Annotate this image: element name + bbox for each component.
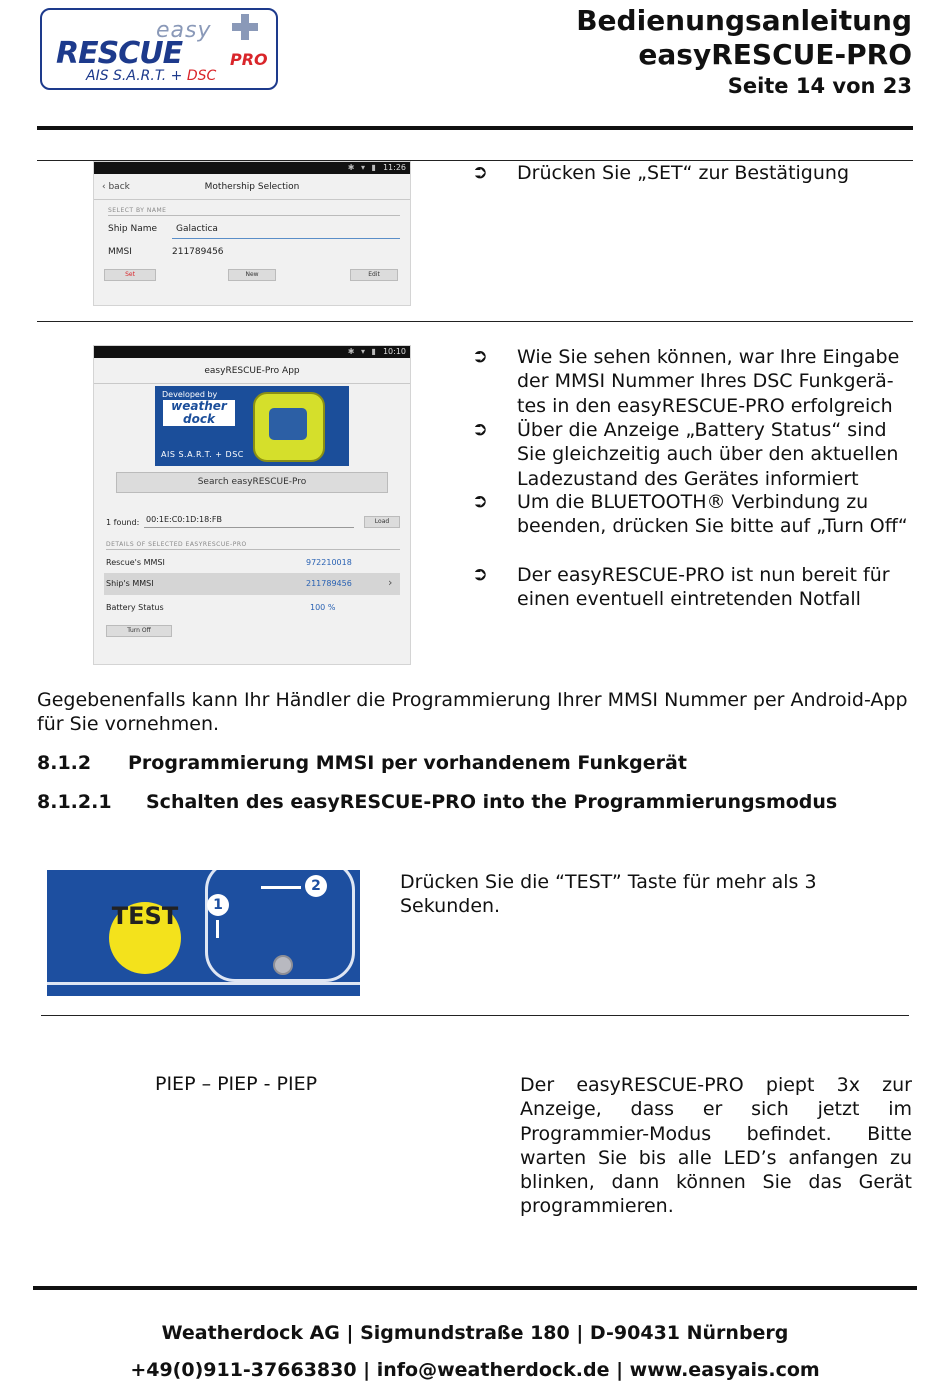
dealer-note: Gegebenenfalls kann Ihr Händler die Programmierung Ihrer MMSI Nummer per Android-App für Sie vornehmen. [37, 689, 908, 736]
input-underline [172, 238, 400, 239]
app-banner [155, 386, 349, 466]
back-button: ‹ back [102, 182, 130, 192]
logo-sart: AIS S.A.R.T. + DSC [86, 68, 217, 84]
led-indicator [273, 955, 293, 975]
developed-by-text: Developed by [162, 390, 218, 399]
dropdown-underline [144, 527, 354, 528]
plus-cross-icon [232, 14, 258, 40]
instruction-success: Wie Sie sehen können, war Ihre Eingabe der MMSI Nummer Ihres DSC Funkgerä-tes in den easyRESCUE-PRO erfolgreich [517, 346, 900, 417]
instruction-set: Drücken Sie „SET“ zur Bestätigung [517, 162, 850, 184]
arrow-down-icon [216, 920, 219, 938]
footer-divider [33, 1286, 917, 1290]
footer-address: Weatherdock AG | Sigmundstraße 180 | D-90431 Nürnberg [161, 1322, 789, 1344]
beep-text: PIEP – PIEP - PIEP [155, 1073, 318, 1095]
subsection-number: 8.1.2.1 [37, 791, 112, 813]
screenshot-app-main [93, 345, 411, 665]
search-button: Search easyRESCUE-Pro [116, 472, 388, 493]
screen-title: Mothership Selection [204, 182, 300, 192]
instruction-bluetooth: Um die BLUETOOTH® Verbindung zu beenden, drücken Sie bitte auf „Turn Off“ [517, 491, 908, 538]
arrow-right-icon: ➲ [472, 161, 488, 183]
logo-rescue: RESCUE [56, 36, 183, 71]
mmsi-label: MMSI [108, 247, 132, 257]
section-number: 8.1.2 [37, 752, 92, 774]
screenshot-mothership-selection [93, 161, 411, 306]
app-bar [94, 174, 410, 200]
set-button: Set [104, 269, 156, 281]
battery-status-label: Battery Status [106, 603, 164, 612]
arrow-right-icon: ➲ [472, 345, 488, 367]
device-edge [47, 982, 360, 985]
step-1-badge: 1 [207, 894, 229, 916]
logo-easy: easy [156, 18, 212, 43]
arrow-right-icon: ➲ [472, 418, 488, 440]
found-label: 1 found: [106, 518, 140, 527]
arrow-right-icon: ➲ [472, 490, 488, 512]
test-button-illustration [47, 870, 360, 996]
table-divider [37, 321, 913, 322]
device-image [253, 392, 325, 462]
status-icons: ✱ ▾ ▮ [347, 347, 378, 356]
instruction-battery: Über die Anzeige „Battery Status“ sind Sie gleichzeitig auch über den aktuellen Ladezustand des Gerätes informiert [517, 419, 899, 490]
status-bar [94, 346, 410, 358]
test-instruction: Drücken Sie die “TEST” Taste für mehr als 3 Sekunden. [400, 871, 817, 918]
ship-name-value: Galactica [176, 224, 218, 234]
test-button: TEST [109, 902, 181, 974]
subsection-heading: Schalten des easyRESCUE-PRO into the Programmierungsmodus [146, 791, 838, 813]
status-bar [94, 162, 410, 174]
found-value: 00:1E:C0:1D:18:FB [146, 515, 222, 524]
beep-description: Der easyRESCUE-PRO piept 3x zur Anzeige, dass er sich jetzt im Programmier-Modus befindet. Bitte warten Sie bis alle LED’s anfangen zu blinken, dann können Sie das Gerät programmieren. [520, 1074, 912, 1218]
weatherdock-logo: weather dock [163, 400, 235, 426]
brand-logo [40, 8, 278, 90]
mmsi-value: 211789456 [172, 247, 224, 257]
logo-pro: PRO [230, 50, 268, 69]
arrow-left-icon [261, 886, 301, 889]
new-button: New [228, 269, 276, 281]
header-divider [37, 126, 913, 130]
section-label: SELECT BY NAME [108, 207, 400, 216]
footer-contact: +49(0)911-37663830 | info@weatherdock.de | www.easyais.com [130, 1359, 820, 1381]
chevron-right-icon: › [388, 576, 393, 589]
status-icons: ✱ ▾ ▮ [347, 163, 378, 172]
status-time: 10:10 [382, 347, 406, 356]
status-time: 11:26 [382, 163, 406, 172]
step-2-badge: 2 [305, 875, 327, 897]
document-title: Bedienungsanleitung [576, 4, 912, 37]
page-number: Seite 14 von 23 [727, 74, 912, 98]
app-bar [94, 358, 410, 384]
instruction-ready: Der easyRESCUE-PRO ist nun bereit für einen eventuell eintretenden Notfall [517, 564, 890, 611]
table-divider [41, 1015, 909, 1016]
edit-button: Edit [350, 269, 398, 281]
ships-mmsi-value: 211789456 [306, 579, 352, 588]
turn-off-button: Turn Off [106, 625, 172, 637]
section-heading: Programmierung MMSI per vorhandenem Funkgerät [128, 752, 687, 774]
load-button: Load [364, 516, 400, 528]
rescue-mmsi-label: Rescue's MMSI [106, 558, 165, 567]
product-name: easyRESCUE-PRO [638, 38, 912, 71]
section-label: DETAILS OF SELECTED EASYRESCUE-PRO [106, 541, 400, 550]
ship-name-label: Ship Name [108, 224, 158, 234]
arrow-right-icon: ➲ [472, 563, 488, 585]
screen-title: easyRESCUE-Pro App [204, 366, 300, 376]
battery-status-value: 100 % [310, 603, 336, 612]
rescue-mmsi-value: 972210018 [306, 558, 352, 567]
banner-sart-text: AIS S.A.R.T. + DSC [161, 450, 244, 459]
ships-mmsi-label: Ship's MMSI [106, 579, 154, 588]
